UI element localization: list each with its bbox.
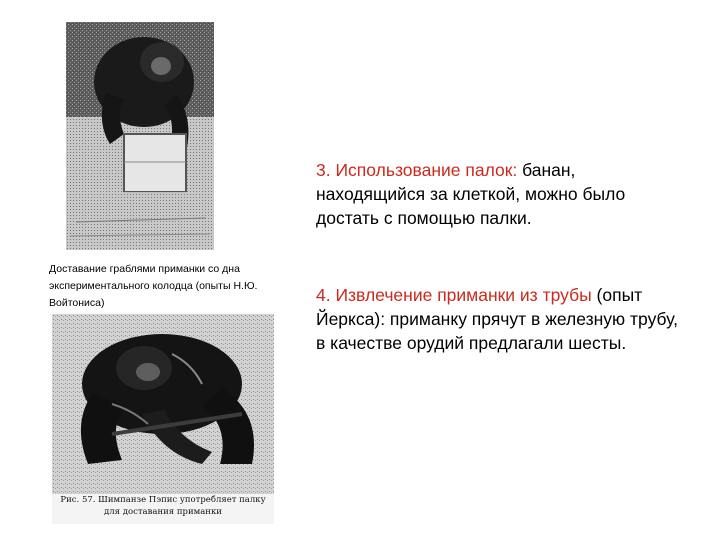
figure-caption-line1: Рис. 57. Шимпанзе Пэпис употребляет палку [60, 495, 266, 505]
item-pipe-bait [316, 283, 686, 355]
item-sticks-body: банан, находящийся за клеткой, можно было достать с помощью палки. [316, 160, 626, 228]
item-pipe-body: (опыт Йеркса): приманку прячут в железную трубу, в качестве орудий предлагали шесты. [316, 285, 679, 353]
figure-caption-line2: для доставания приманки [104, 507, 222, 517]
item-pipe-heading: 4. Извлечение приманки из трубы [316, 285, 592, 305]
item-sticks-usage [316, 158, 686, 230]
item-sticks-colon: : [512, 160, 518, 180]
chimpanzee-rake-image [52, 314, 274, 494]
figure-caption-rake: Доставание граблями приманки со дна экспериментального колодца (опыты Н.Ю. Войтониса) [49, 263, 258, 309]
item-sticks-heading: 3. Использование палок [316, 160, 513, 180]
chimpanzee-cage-image [66, 22, 214, 250]
chimpanzee-rake-photo [52, 314, 274, 524]
chimpanzee-cage-photo [66, 22, 214, 250]
